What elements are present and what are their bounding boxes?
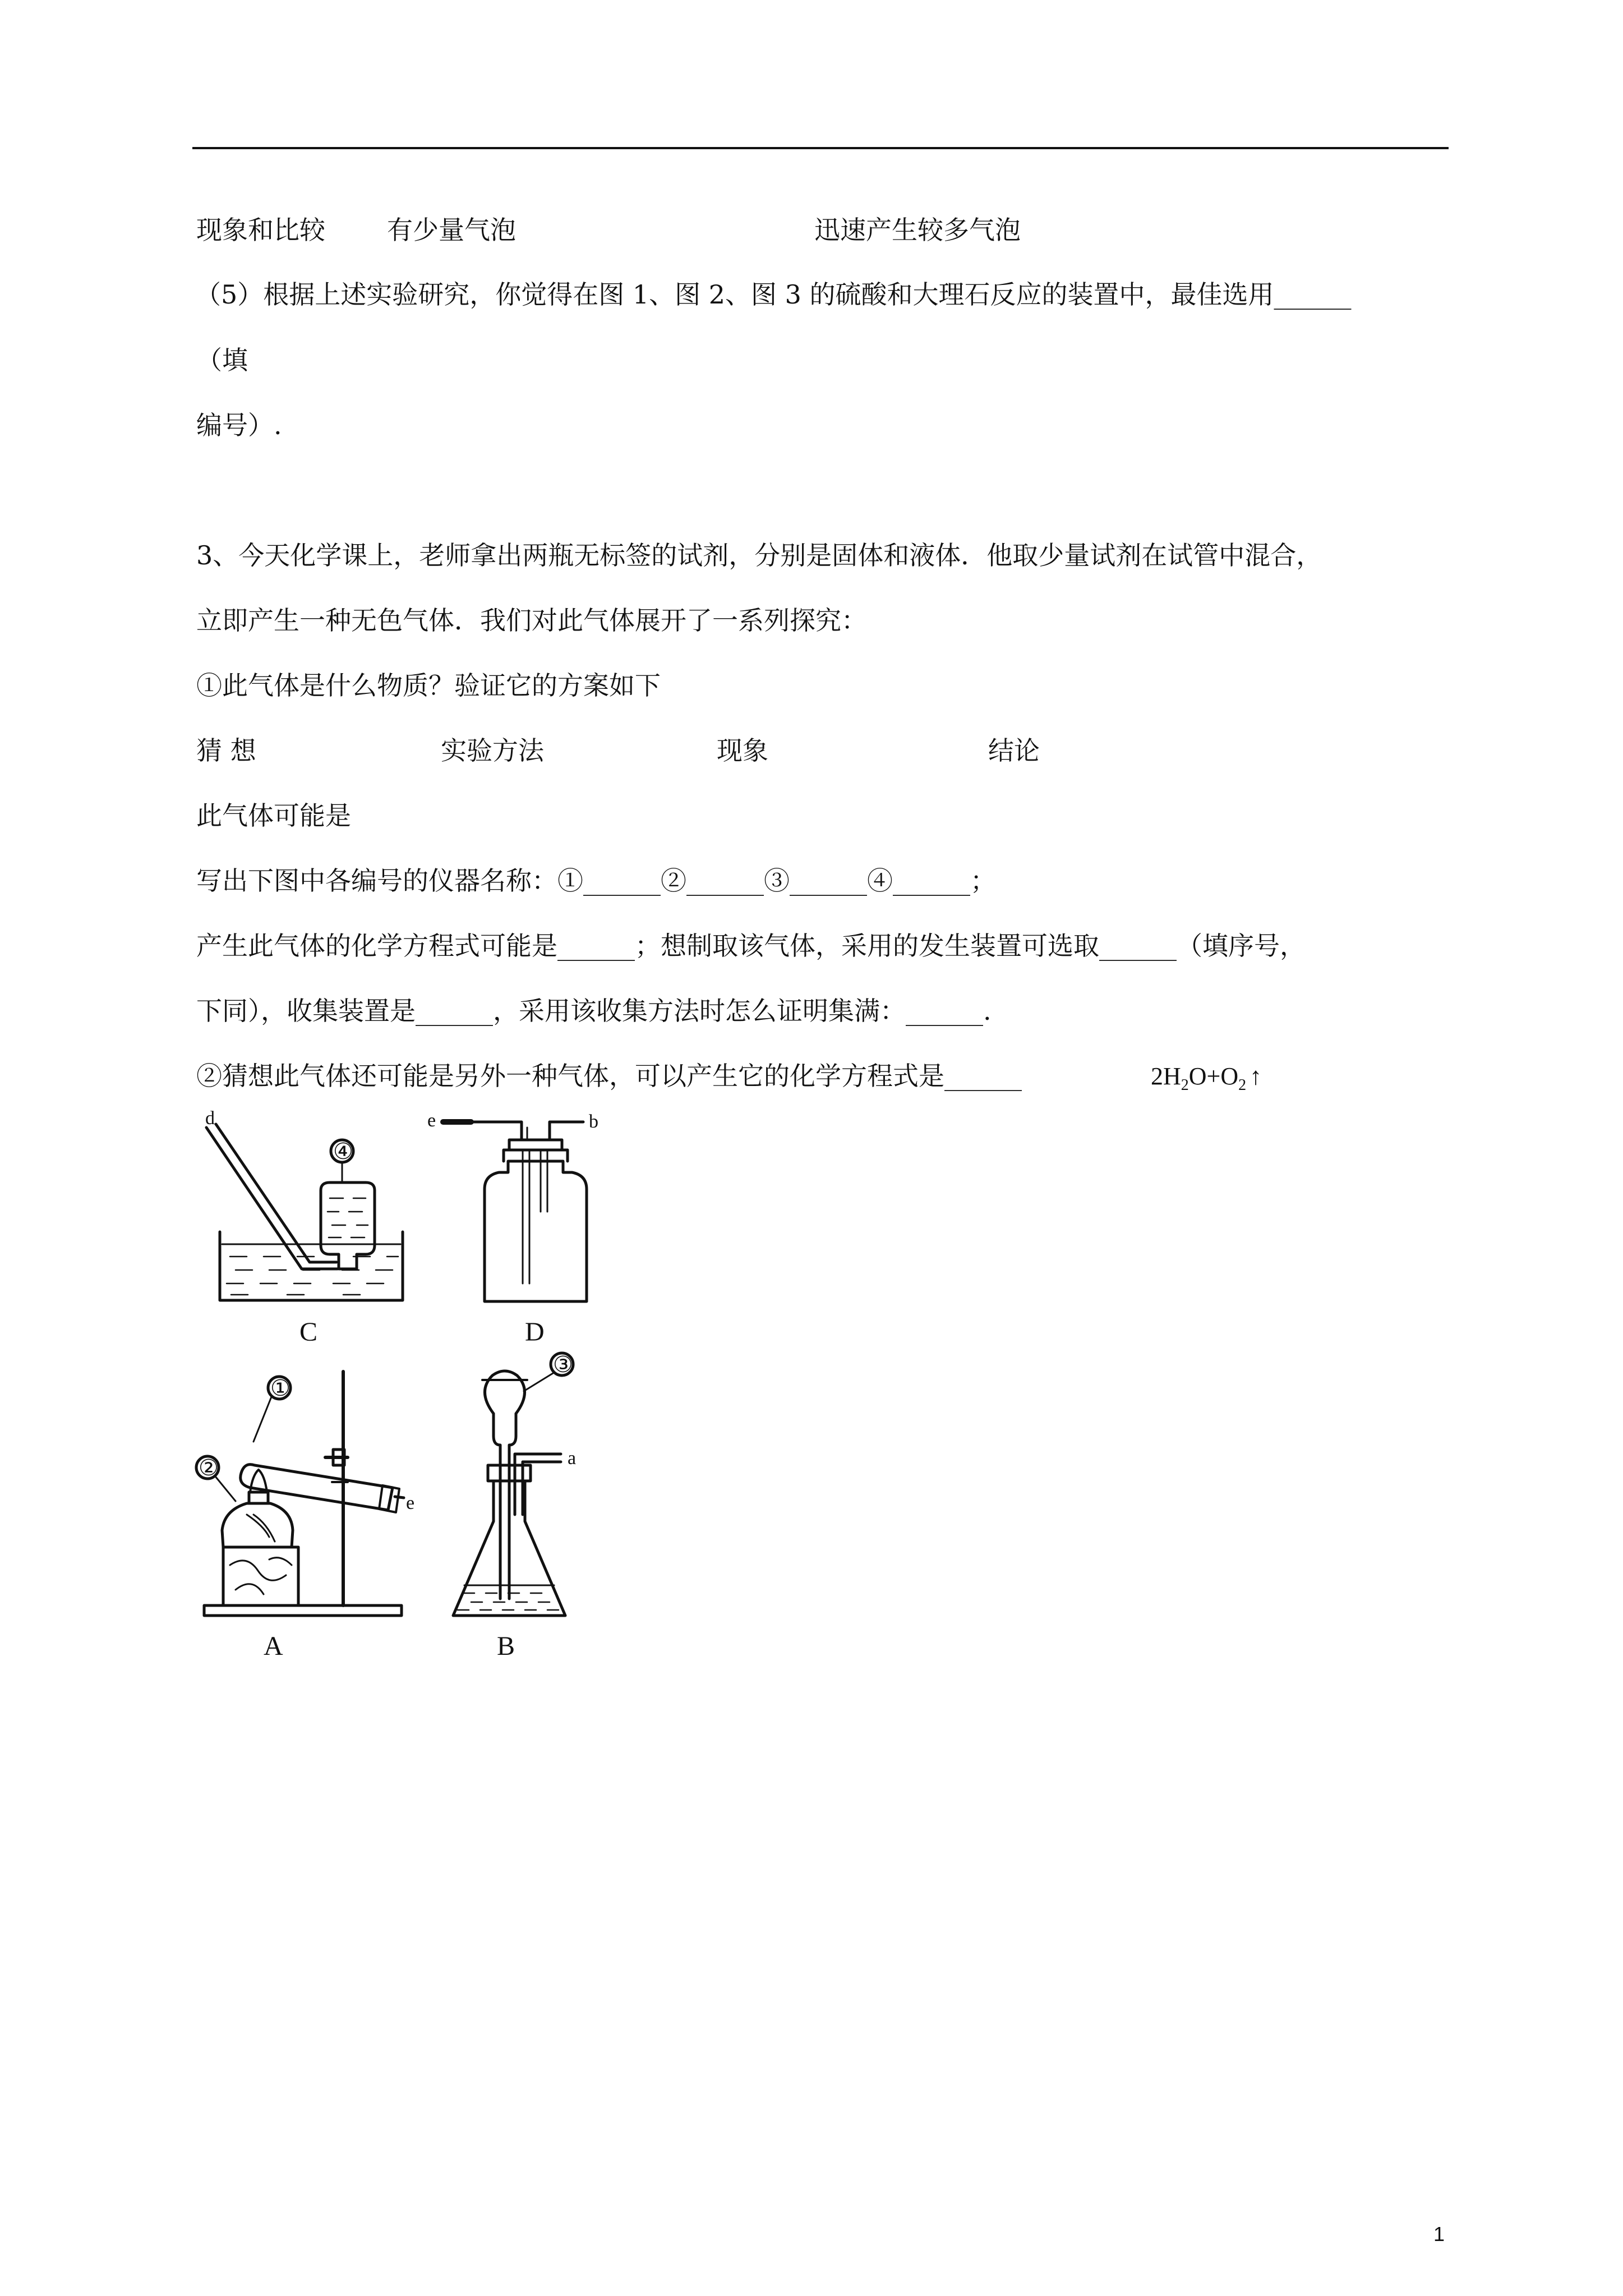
equation-line1: 产生此气体的化学方程式可能是______；想制取该气体，采用的发生装置可选取______（填序号， <box>196 931 1306 961</box>
label-apparatus-b: B <box>497 1631 515 1661</box>
label-apparatus-c: C <box>299 1317 318 1347</box>
label-apparatus-d: D <box>525 1317 545 1347</box>
oxygen-formula: $2H_2O+O_2$ ↑ <box>1151 1062 1262 1094</box>
apparatus-c-delivery-tube <box>206 1124 338 1269</box>
apparatus-b-delivery-tube <box>515 1454 561 1515</box>
part2-line: ②猜想此气体还可能是另外一种气体，可以产生它的化学方程式是______ <box>196 1061 1022 1091</box>
compare-col2: 迅速产生较多气泡 <box>814 215 1021 245</box>
label-port-d: d <box>205 1108 215 1129</box>
apparatus-a-test-tube <box>241 1465 404 1512</box>
table-header-phenomenon: 现象 <box>717 735 768 766</box>
label-port-b: b <box>589 1111 598 1132</box>
table-header-conclusion: 结论 <box>988 735 1040 766</box>
q3-line1: 3、今天化学课上，老师拿出两瓶无标签的试剂，分别是固体和液体．他取少量试剂在试管中混合， <box>196 540 1322 570</box>
q3-line2: 立即产生一种无色气体．我们对此气体展开了一系列探究： <box>196 605 867 636</box>
q5-line1: （5）根据上述实验研究，你觉得在图 1、图 2、图 3 的硫酸和大理石反应的装置中，最佳选用______ <box>195 279 1352 310</box>
label-port-e-side: e <box>406 1493 415 1513</box>
label-num-1: ① <box>270 1375 291 1401</box>
table-header-method: 实验方法 <box>441 735 544 766</box>
label-num-3: ③ <box>553 1352 573 1377</box>
page-number: 1 <box>1433 2223 1445 2246</box>
equation-line2: 下同），收集装置是______，采用该收集方法时怎么证明集满：______. <box>196 996 992 1026</box>
apparatus-b-thistle-funnel <box>482 1371 527 1599</box>
label-num-4: ④ <box>333 1139 353 1164</box>
label-port-e-top: e <box>427 1110 436 1131</box>
compare-col1: 有少量气泡 <box>387 215 516 245</box>
label-apparatus-a: A <box>264 1631 283 1661</box>
compare-label: 现象和比较 <box>196 215 325 245</box>
apparatus-d-wash-bottle <box>443 1122 587 1301</box>
q3-part1: ①此气体是什么物质？验证它的方案如下 <box>196 670 661 701</box>
q5-line2: （填 <box>196 345 248 375</box>
instrument-names-prompt: 写出下图中各编号的仪器名称：①______②______③______④______； <box>196 866 996 896</box>
table-row-guess: 此气体可能是 <box>196 800 351 831</box>
label-num-2: ② <box>199 1455 219 1480</box>
apparatus-a-iron-stand <box>204 1372 402 1616</box>
q5-line3: 编号）. <box>196 410 282 440</box>
table-header-guess: 猜 想 <box>196 735 256 766</box>
label-port-a: a <box>568 1448 577 1469</box>
